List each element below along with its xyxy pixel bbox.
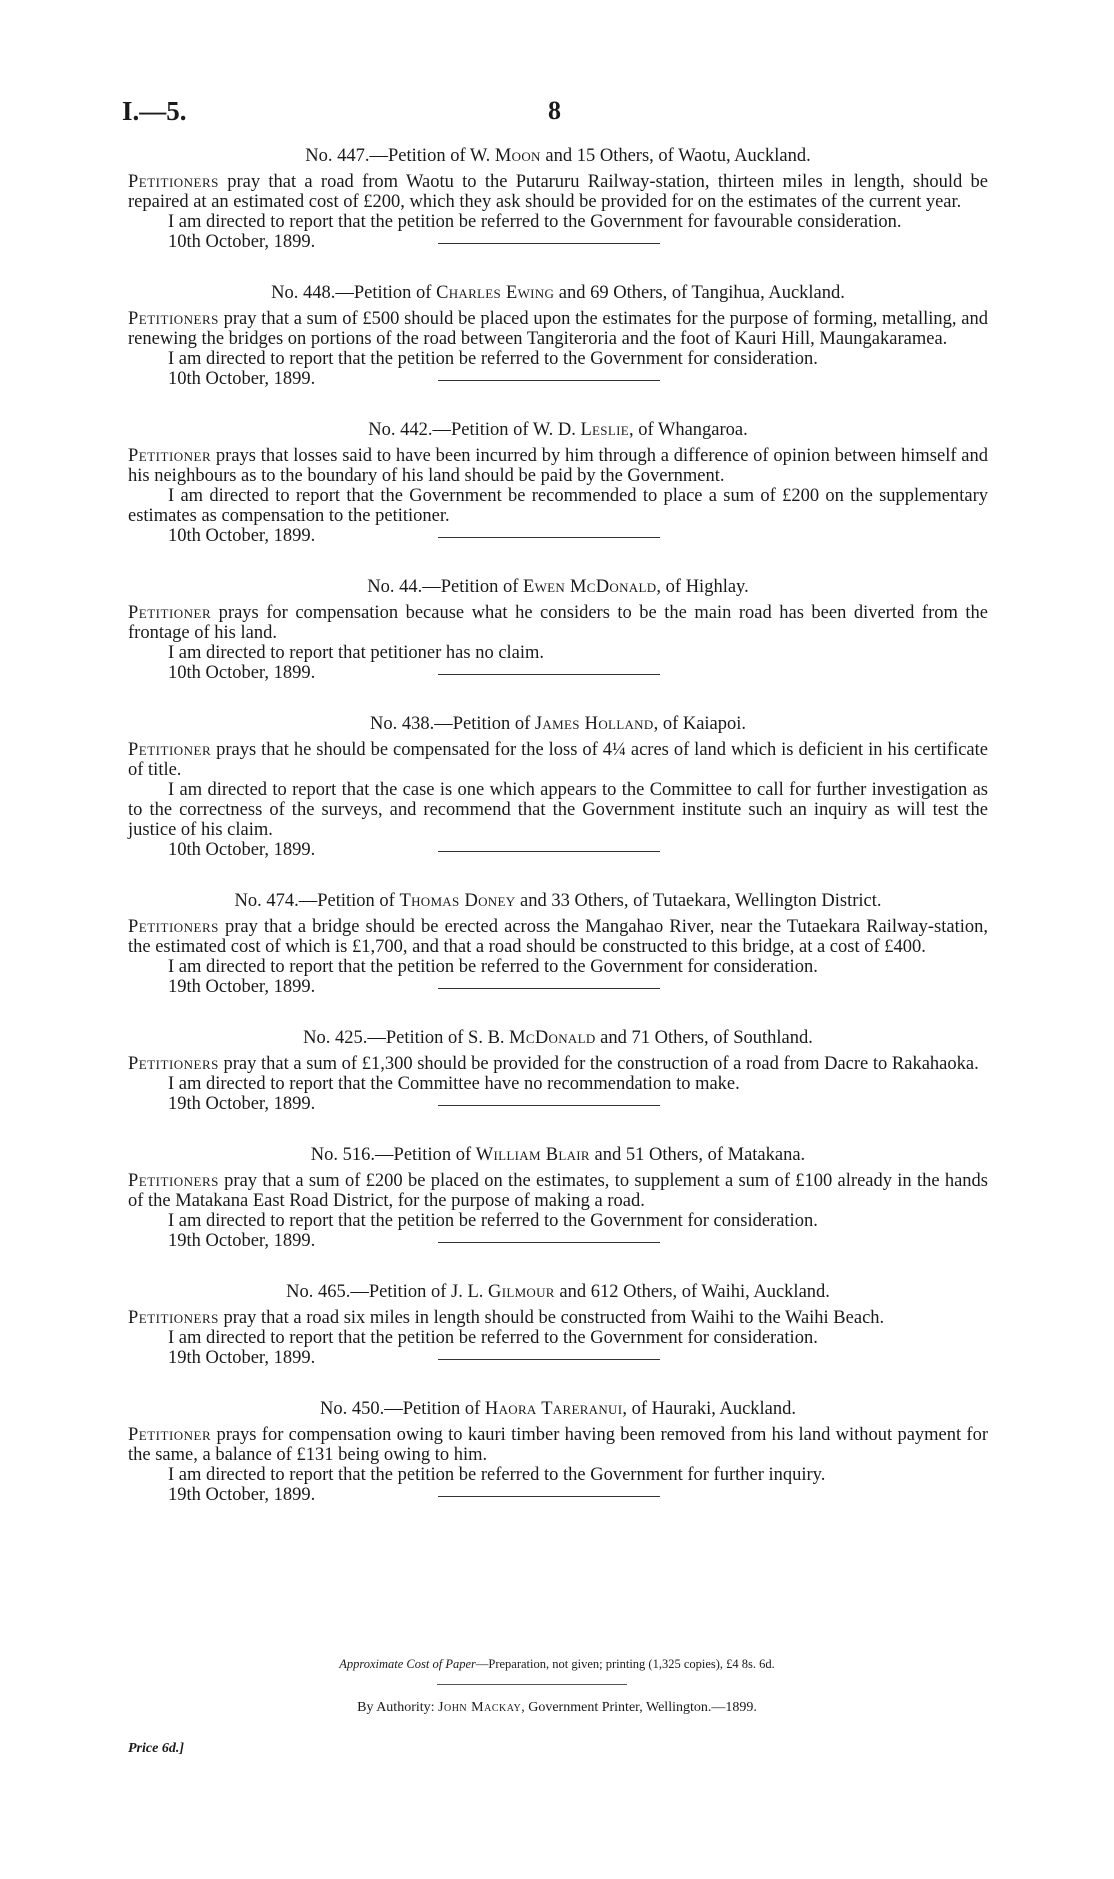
petition-date: 19th October, 1899. (168, 977, 316, 997)
petition-body-lead: Petitioner (128, 740, 212, 760)
petition-entry (128, 282, 988, 419)
petition-date: 10th October, 1899. (168, 663, 316, 683)
petition-body-text: prays that he should be compensated for the loss of 4¼ acres of land which is deficient in his certificate of title. (128, 740, 988, 780)
petition-report: I am directed to report that the petition be referred to the Government for consideration. (168, 349, 818, 369)
petition-body-lead: Petitioners (128, 1171, 219, 1191)
petition-body-lead: Petitioners (128, 309, 219, 329)
petition-title-name: Charles Ewing (436, 283, 555, 303)
petition-entry (128, 713, 988, 890)
petition-body (128, 1308, 988, 1328)
petition-date: 10th October, 1899. (168, 369, 316, 389)
petition-title (128, 1027, 988, 1049)
petition-report: I am directed to report that the Government be recommended to place a sum of £200 on the supplementary estimates as compensation to the petitioner. (128, 486, 988, 526)
petition-report: I am directed to report that the petition be referred to the Government for consideration. (168, 1211, 818, 1231)
petition-body-text: prays for compensation owing to kauri timber having been removed from his land without payment for the same, a balance of £131 being owing to him. (128, 1425, 988, 1465)
section-divider (438, 1359, 660, 1360)
petition-title (128, 1144, 988, 1166)
petition-title-name: Leslie (580, 420, 629, 440)
petition-title (128, 145, 988, 167)
petition-dateline (128, 369, 988, 391)
petition-dateline (128, 1231, 988, 1253)
petition-body-text: pray that a sum of £1,300 should be provided for the construction of a road from Dacre to Rakahaoka. (218, 1054, 979, 1074)
petition-body (128, 917, 988, 957)
petition-report: I am directed to report that the petition be referred to the Government for consideration. (168, 1328, 818, 1348)
petition-body-lead: Petitioner (128, 446, 212, 466)
petition-body (128, 172, 988, 212)
petition-body-text: prays that losses said to have been incurred by him through a difference of opinion between himself and his neighbours as to the boundary of his land should be paid by the Government. (128, 446, 988, 486)
petition-title-pre: No. 516.—Petition of (310, 1145, 476, 1165)
section-divider (438, 1242, 660, 1243)
petition-title-pre: No. 44.—Petition of (367, 577, 523, 597)
petition-entry (128, 419, 988, 576)
section-divider (438, 380, 660, 381)
petition-title-post: and 15 Others, of Waotu, Auckland. (540, 146, 811, 166)
petition-title (128, 576, 988, 598)
petition-title-name: Gilmour (488, 1282, 555, 1302)
petition-body-lead: Petitioners (128, 172, 219, 192)
petition-dateline (128, 526, 988, 548)
petition-entry (128, 1281, 988, 1398)
petition-body-lead: Petitioner (128, 603, 212, 623)
petition-title-pre: No. 474.—Petition of (234, 891, 400, 911)
petition-body (128, 309, 988, 349)
petition-body-text: pray that a sum of £200 be placed on the estimates, to supplement a sum of £100 already in the hands of the Matakana East Road District, for the purpose of making a road. (128, 1171, 988, 1211)
authority-line (0, 1700, 1114, 1716)
petition-dateline (128, 1485, 988, 1507)
petition-date: 19th October, 1899. (168, 1231, 316, 1251)
petition-date: 10th October, 1899. (168, 526, 316, 546)
petition-title-post: and 69 Others, of Tangihua, Auckland. (554, 283, 845, 303)
petition-body-text: pray that a road from Waotu to the Putaruru Railway-station, thirteen miles in length, should be repaired at an estimated cost of £200, which they ask should be provided for on the estimates of the current year. (128, 172, 988, 212)
petition-dateline (128, 1348, 988, 1370)
petition-title-pre: No. 450.—Petition of (319, 1399, 485, 1419)
petition-title-post: and 33 Others, of Tutaekara, Wellington District. (515, 891, 882, 911)
authority-post: , Government Printer, Wellington.—1899. (521, 1700, 757, 1715)
section-divider (438, 851, 660, 852)
petition-title-pre: No. 438.—Petition of (369, 714, 535, 734)
petitions-list (128, 145, 988, 1507)
cost-label: Approximate Cost of Paper (339, 1657, 476, 1671)
petition-body-lead: Petitioner (128, 1425, 212, 1445)
petition-title-post: and 51 Others, of Matakana. (589, 1145, 806, 1165)
petition-title (128, 282, 988, 304)
petition-title (128, 890, 988, 912)
petition-title-name: Thomas Doney (399, 891, 516, 911)
section-divider (438, 1105, 660, 1106)
petition-body-text: pray that a sum of £500 should be placed upon the estimates for the purpose of forming, metalling, and renewing the bridges on portions of the road between Tangiteroria and the foot of Kauri Hill, Maungakaramea. (128, 309, 988, 349)
petition-report: I am directed to report that the case is one which appears to the Committee to call for further investigation as to the correctness of the surveys, and recommend that the Government institute such an inquiry as will test the justice of his claim. (128, 780, 988, 840)
petition-title-pre: No. 465.—Petition of J. L. (286, 1282, 489, 1302)
petition-title-post: , of Whangaroa. (628, 420, 748, 440)
price-note: Price 6d.] (128, 1741, 184, 1756)
petition-title-pre: No. 425.—Petition of S. B. (303, 1028, 510, 1048)
petition-title-post: , of Hauraki, Auckland. (622, 1399, 797, 1419)
section-divider (438, 537, 660, 538)
petition-body (128, 603, 988, 643)
petition-title-post: and 612 Others, of Waihi, Auckland. (554, 1282, 830, 1302)
printer-name: John Mackay (438, 1700, 522, 1715)
petition-dateline (128, 232, 988, 254)
petition-body-lead: Petitioners (128, 917, 219, 937)
petition-entry (128, 890, 988, 1027)
petition-body (128, 1425, 988, 1465)
petition-entry (128, 1027, 988, 1144)
petition-title (128, 1398, 988, 1420)
petition-body (128, 446, 988, 486)
petition-body (128, 740, 988, 780)
petition-entry (128, 576, 988, 713)
petition-report: I am directed to report that the Committee have no recommendation to make. (168, 1074, 740, 1094)
petition-date: 10th October, 1899. (168, 232, 316, 252)
petition-title-post: , of Kaiapoi. (653, 714, 747, 734)
petition-title (128, 713, 988, 735)
petition-title-pre: No. 447.—Petition of W. (305, 146, 495, 166)
footer-divider (437, 1684, 627, 1685)
petition-date: 10th October, 1899. (168, 840, 316, 860)
petition-title-post: and 71 Others, of Southland. (595, 1028, 813, 1048)
petition-title-pre: No. 442.—Petition of W. D. (368, 420, 581, 440)
section-divider (438, 243, 660, 244)
petition-entry (128, 1398, 988, 1507)
petition-entry (128, 145, 988, 282)
petition-body-text: prays for compensation because what he considers to be the main road has been diverted from the frontage of his land. (128, 603, 988, 643)
petition-entry (128, 1144, 988, 1281)
petition-report: I am directed to report that the petition be referred to the Government for further inquiry. (168, 1465, 826, 1485)
petition-title-name: Moon (494, 146, 541, 166)
petition-date: 19th October, 1899. (168, 1094, 316, 1114)
petition-date: 19th October, 1899. (168, 1348, 316, 1368)
cost-text: —Preparation, not given; printing (1,325 copies), £4 8s. 6d. (475, 1657, 775, 1671)
petition-title-name: Ewen McDonald (523, 577, 657, 597)
petition-title-name: James Holland (534, 714, 654, 734)
petition-title-post: , of Highlay. (656, 577, 749, 597)
page-number: 8 (548, 96, 561, 125)
petition-body-lead: Petitioners (128, 1054, 219, 1074)
petition-dateline (128, 663, 988, 685)
petition-title-name: McDonald (509, 1028, 596, 1048)
petition-title (128, 419, 988, 441)
petition-title (128, 1281, 988, 1303)
petition-date: 19th October, 1899. (168, 1485, 316, 1505)
petition-body (128, 1054, 988, 1074)
petition-dateline (128, 1094, 988, 1116)
petition-title-name: Haora Tareranui (484, 1399, 623, 1419)
section-divider (438, 988, 660, 989)
authority-pre: By Authority: (357, 1700, 439, 1715)
section-divider (438, 1496, 660, 1497)
petition-report: I am directed to report that the petition be referred to the Government for consideration. (168, 957, 818, 977)
petition-dateline (128, 977, 988, 999)
cost-note (0, 1657, 1114, 1672)
petition-report: I am directed to report that the petition be referred to the Government for favourable consideration. (168, 212, 902, 232)
petition-title-pre: No. 448.—Petition of (271, 283, 437, 303)
petition-report: I am directed to report that petitioner has no claim. (168, 643, 545, 663)
petition-body-lead: Petitioners (128, 1308, 219, 1328)
petition-body-text: pray that a road six miles in length should be constructed from Waihi to the Waihi Beach. (218, 1308, 885, 1328)
section-divider (438, 674, 660, 675)
petition-body (128, 1171, 988, 1211)
petition-body-text: pray that a bridge should be erected across the Mangahao River, near the Tutaekara Railway-station, the estimated cost of which is £1,700, and that a road should be constructed to this bridge, at a cost of £400. (128, 917, 988, 957)
paper-reference: I.—5. (122, 96, 187, 126)
petition-dateline (128, 840, 988, 862)
petition-title-name: William Blair (475, 1145, 590, 1165)
